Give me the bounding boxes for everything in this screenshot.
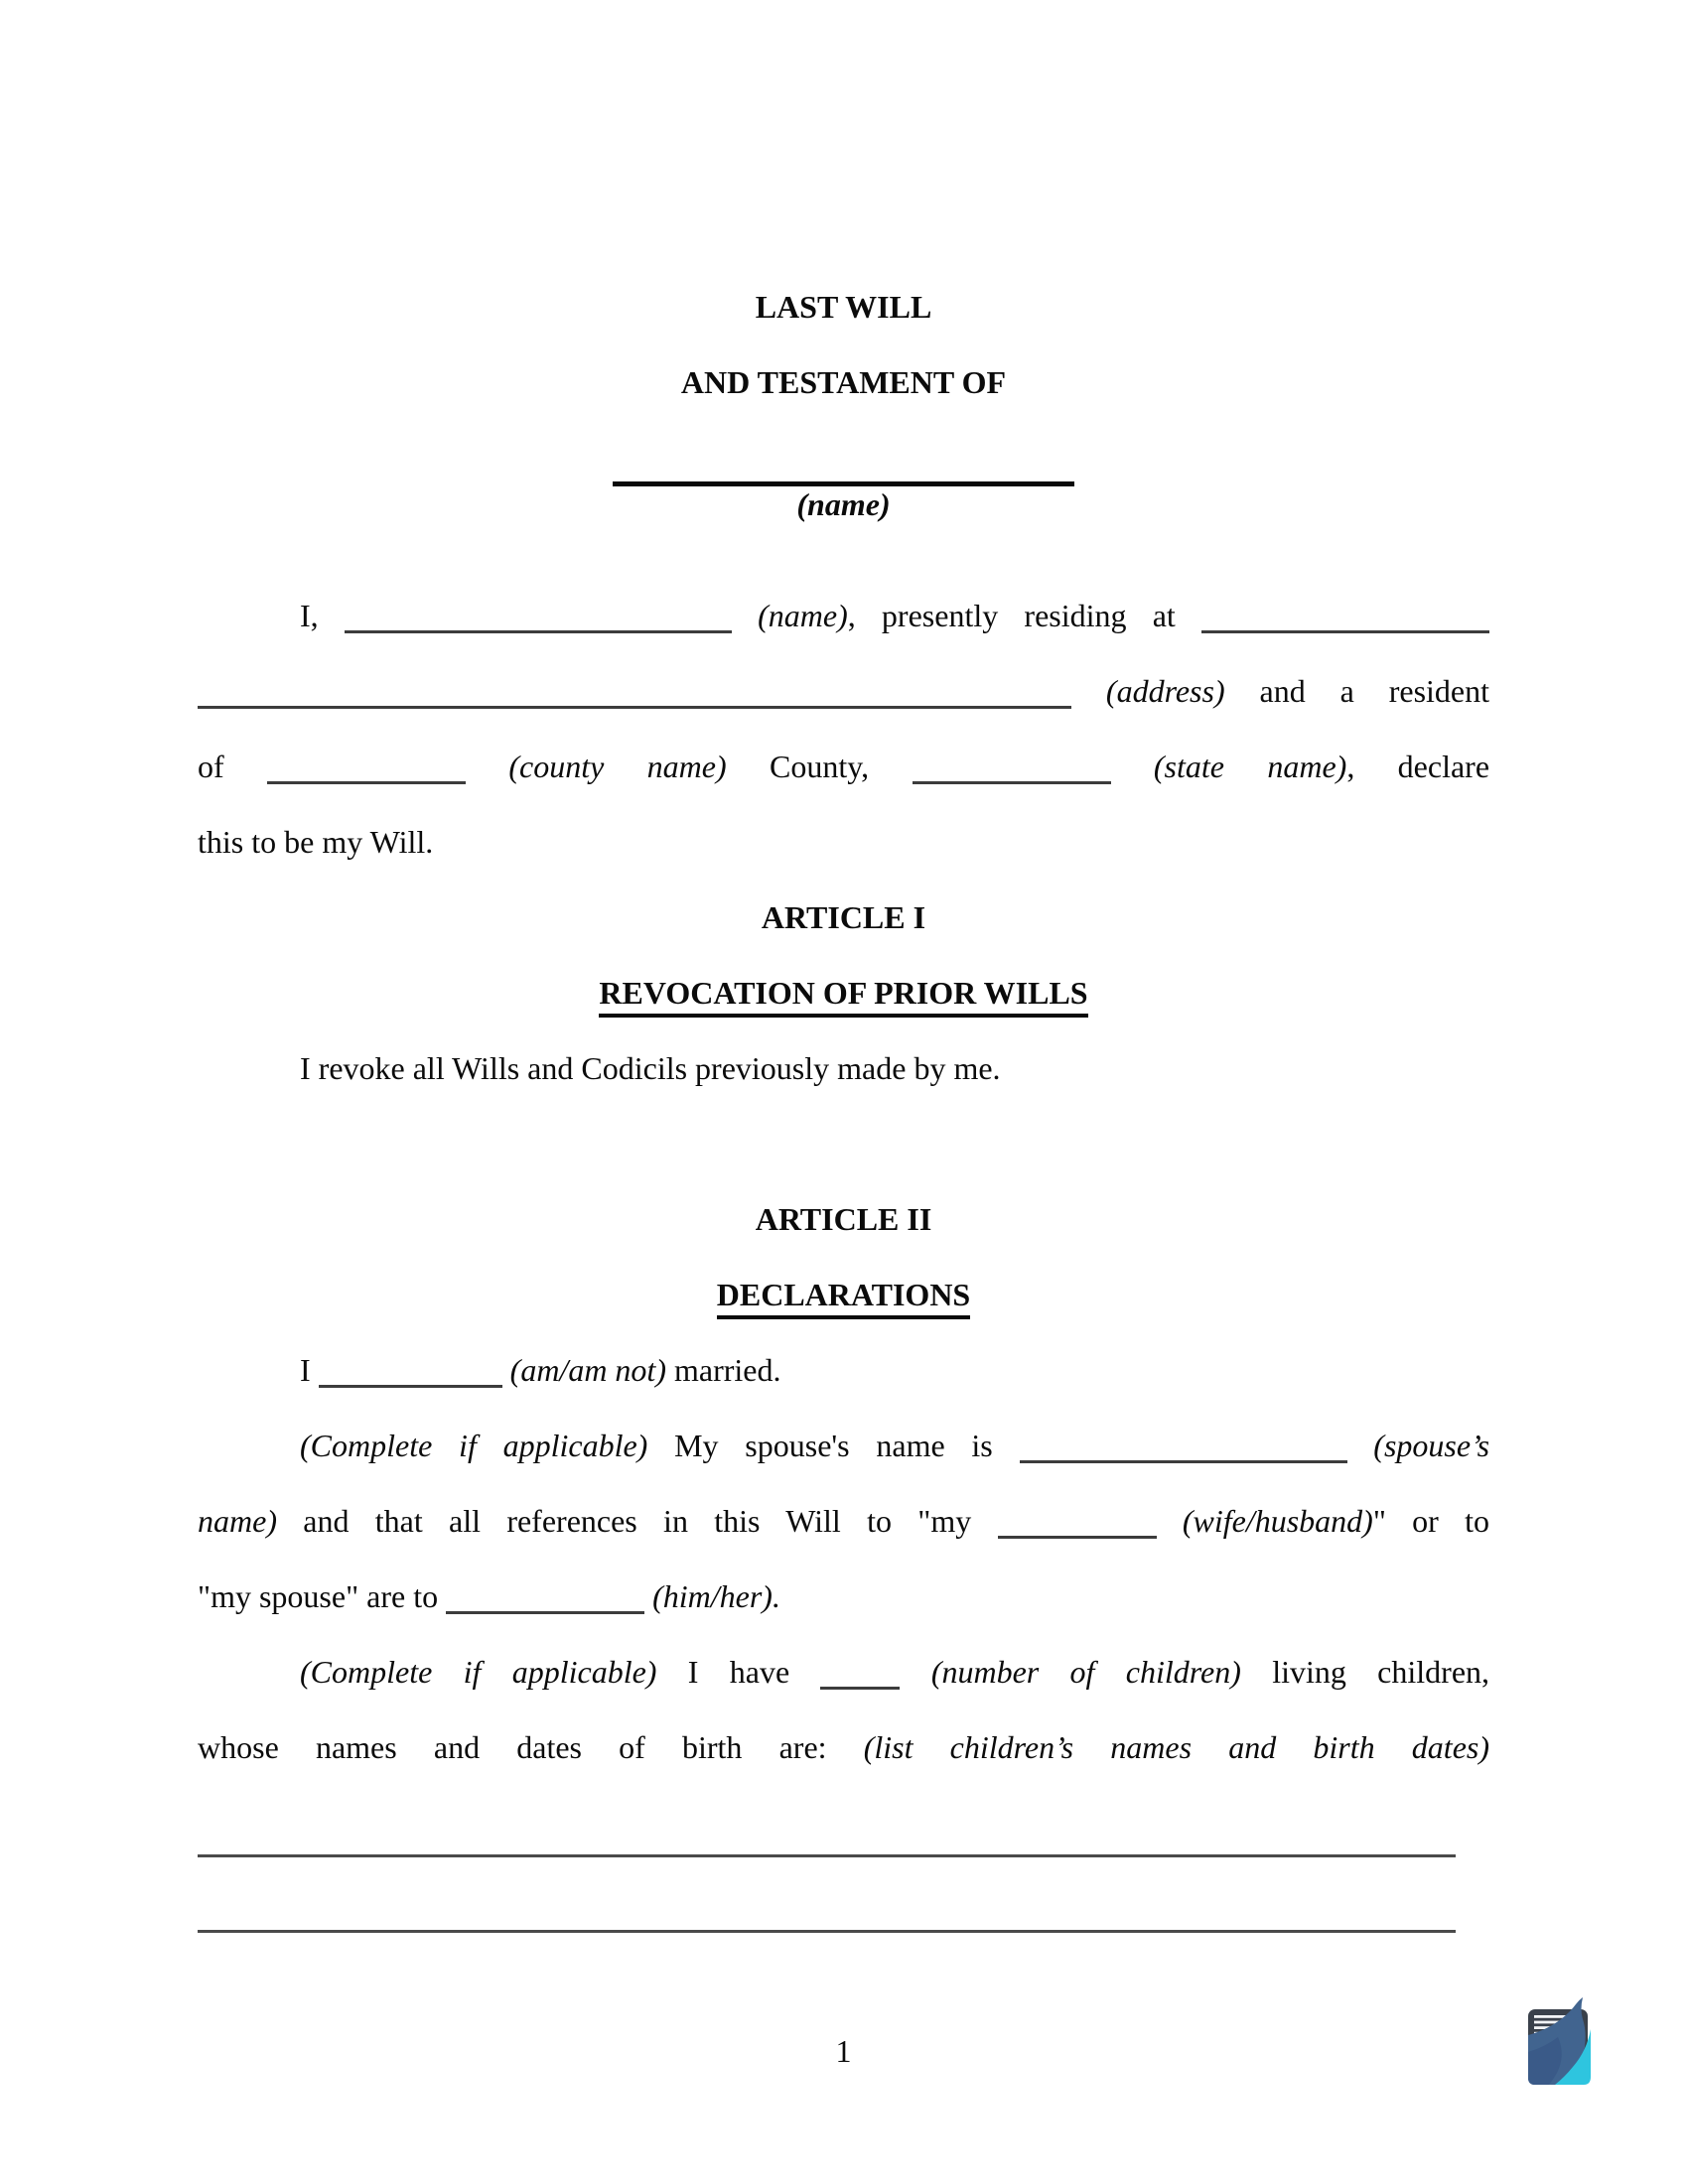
children-list-blank-line-1[interactable] — [198, 1785, 1489, 1860]
wife-husband-blank-field[interactable] — [998, 1528, 1157, 1539]
spouse-line-2: name) and that all references in this Will to "my (wife/husband)" or to — [198, 1503, 1490, 1539]
spouse-name-blank-field[interactable] — [1020, 1452, 1347, 1463]
article-2-heading: ARTICLE II — [755, 1201, 932, 1237]
children-list-blank-line-2[interactable] — [198, 1860, 1489, 1936]
address-blank-field-1[interactable] — [1201, 622, 1489, 633]
document-body — [198, 0, 1489, 2089]
spouse-line-3: "my spouse" are to (him/her). — [198, 1578, 780, 1614]
children-line-1: (Complete if applicable) I have (number of children) living children, — [300, 1654, 1490, 1690]
document-title-line-1: LAST WILL — [755, 289, 932, 325]
article-1-body: I revoke all Wills and Codicils previously made by me. — [300, 1050, 1001, 1086]
spouse-line-1: (Complete if applicable) My spouse's name is (spouse’s — [300, 1428, 1490, 1463]
children-line-2: whose names and dates of birth are: (list children’s names and birth dates) — [198, 1729, 1489, 1765]
name-label: (name) — [796, 486, 891, 522]
page-number: 1 — [835, 2033, 852, 2069]
article-2-subheading: DECLARATIONS — [198, 1257, 1489, 1332]
article-1-heading: ARTICLE I — [761, 899, 926, 935]
county-blank-field[interactable] — [267, 773, 466, 784]
name-blank-field[interactable] — [345, 622, 732, 633]
intro-line-1: I, (name), presently residing at — [198, 578, 1489, 653]
number-of-children-blank-field[interactable] — [820, 1679, 900, 1690]
intro-line-4: this to be my Will. — [198, 824, 434, 860]
blank-paragraph-spacer — [198, 1106, 1489, 1181]
intro-line-2: (address) and a resident — [198, 653, 1489, 729]
married-status-line: I (am/am not) married. — [300, 1352, 781, 1388]
him-her-blank-field[interactable] — [446, 1603, 644, 1614]
address-blank-field-2[interactable] — [198, 698, 1071, 709]
article-1-subheading: REVOCATION OF PRIOR WILLS — [198, 955, 1489, 1030]
state-blank-field[interactable] — [913, 773, 1111, 784]
document-title-line-2: AND TESTAMENT OF — [680, 364, 1007, 400]
am-am-not-blank-field[interactable] — [319, 1377, 502, 1388]
intro-line-3: of (county name) County, (state name), declare — [198, 749, 1490, 784]
eforms-document-logo-icon — [1525, 1995, 1601, 2095]
